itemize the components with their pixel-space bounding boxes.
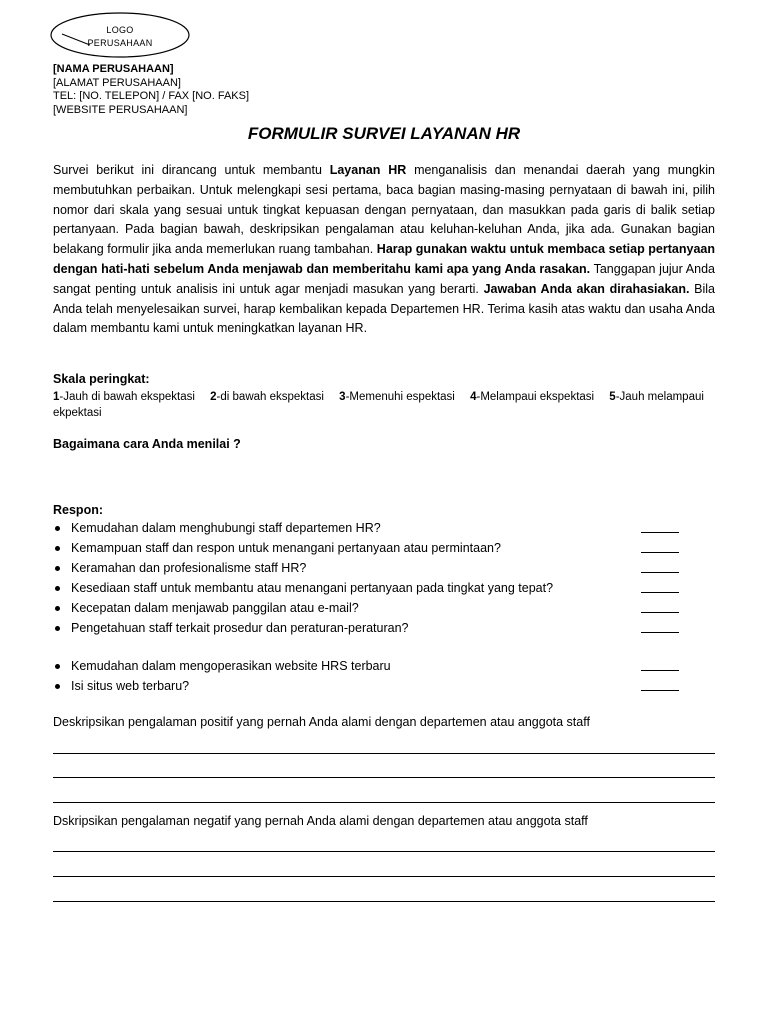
positive-experience-prompt: Deskripsikan pengalaman positif yang pernah Anda alami dengan departemen atau anggota staff xyxy=(53,715,590,729)
list-item xyxy=(53,598,693,618)
list-item xyxy=(53,518,693,538)
company-phone: TEL: [NO. TELEPON] / FAX [NO. FAKS] xyxy=(53,90,250,102)
list-item xyxy=(53,578,693,598)
scale-num-5: 5 xyxy=(609,391,616,403)
scale-item-1 xyxy=(53,391,195,403)
answer-blank[interactable] xyxy=(641,676,679,691)
intro-text-1: Survei berikut ini dirancang untuk membantu xyxy=(53,163,330,177)
logo-line-2: PERUSAHAAN xyxy=(87,38,153,48)
positive-answer-line-1[interactable] xyxy=(53,753,715,754)
bullet-icon xyxy=(55,626,60,631)
list-item xyxy=(53,676,693,696)
answer-blank[interactable] xyxy=(641,578,679,593)
answer-blank[interactable] xyxy=(641,558,679,573)
positive-answer-line-3[interactable] xyxy=(53,802,715,803)
bullet-icon xyxy=(55,664,60,669)
answer-blank[interactable] xyxy=(641,538,679,553)
intro-bold-3: Jawaban Anda akan dirahasiakan. xyxy=(483,281,690,296)
response-list-2 xyxy=(53,656,693,696)
scale-item-4 xyxy=(470,391,594,403)
intro-text-2: menganalisis dan menandai daerah yang mungkin membutuhkan perbaikan. Untuk melengkapi sesi pertama, baca bagian masing-masing pernyataan di bawah ini, pilih nomor dari skala yang sesuai untuk tingkat kepuasan dengan pernyataan, dan masukkan pada garis di balik setiap pertanyaan. Pada bagian bawah, deskripsikan pengalaman atau keluhan-keluhan Anda, jika ada. Gunakan bagian belakang formulir jika anda memerlukan ruang tambahan. xyxy=(53,163,715,257)
scale-text-3: -Memenuhi espektasi xyxy=(345,391,455,403)
negative-answer-line-3[interactable] xyxy=(53,901,715,902)
bullet-icon xyxy=(55,566,60,571)
logo-text xyxy=(50,24,190,50)
rating-question: Bagaimana cara Anda menilai ? xyxy=(53,437,241,451)
company-logo-placeholder xyxy=(50,12,190,58)
list-item xyxy=(53,538,693,558)
rating-scale xyxy=(53,390,713,421)
scale-item-2 xyxy=(210,391,324,403)
scale-text-2: -di bawah ekspektasi xyxy=(216,391,324,403)
scale-text-4: -Melampaui ekspektasi xyxy=(476,391,595,403)
intro-text-3: Tanggapan jujur Anda sangat penting untuk analisis ini untuk agar menjadi masukan yang berarti. xyxy=(53,261,715,296)
answer-blank[interactable] xyxy=(641,656,679,671)
respon-heading: Respon: xyxy=(53,503,103,517)
list-item xyxy=(53,558,693,578)
company-info xyxy=(53,63,249,117)
list-item xyxy=(53,618,693,638)
list-item xyxy=(53,656,693,676)
negative-experience-prompt: Dskripsikan pengalaman negatif yang pernah Anda alami dengan departemen atau anggota staff xyxy=(53,814,588,828)
page-title: FORMULIR SURVEI LAYANAN HR xyxy=(247,124,521,143)
negative-answer-line-2[interactable] xyxy=(53,876,715,877)
scale-num-3: 3 xyxy=(339,391,346,403)
scale-num-4: 4 xyxy=(470,391,477,403)
item-text: Keramahan dan profesionalisme staff HR? xyxy=(71,561,307,575)
item-text: Kemudahan dalam mengoperasikan website HRS terbaru xyxy=(71,659,391,673)
item-text: Pengetahuan staff terkait prosedur dan peraturan-peraturan? xyxy=(71,621,409,635)
answer-blank[interactable] xyxy=(641,618,679,633)
bullet-icon xyxy=(55,684,60,689)
scale-text-5: -Jauh melampaui ekpektasi xyxy=(53,391,704,419)
intro-text-4: Bila Anda telah menyelesaikan survei, harap kembalikan kepada Departemen HR. Terima kasih atas waktu dan usaha Anda dalam membantu kami untuk meningkatkan layanan HR. xyxy=(53,281,715,336)
response-list-1 xyxy=(53,518,693,638)
scale-num-1: 1 xyxy=(53,391,60,403)
logo-line-1: LOGO xyxy=(106,25,134,35)
scale-heading: Skala peringkat: xyxy=(53,372,150,386)
item-text: Kemudahan dalam menghubungi staff departemen HR? xyxy=(71,521,381,535)
answer-blank[interactable] xyxy=(641,518,679,533)
item-text: Isi situs web terbaru? xyxy=(71,679,190,693)
intro-bold-1: Layanan HR xyxy=(329,163,407,177)
scale-text-1: -Jauh di bawah ekspektasi xyxy=(59,391,195,403)
item-text: Kesediaan staff untuk membantu atau menangani pertanyaan pada tingkat yang tepat? xyxy=(71,581,554,595)
company-website: [WEBSITE PERUSAHAAN] xyxy=(53,103,188,116)
company-name: [NAMA PERUSAHAAN] xyxy=(53,63,174,75)
item-text: Kecepatan dalam menjawab panggilan atau e-mail? xyxy=(71,601,359,615)
scale-num-2: 2 xyxy=(210,391,217,403)
bullet-icon xyxy=(55,606,60,611)
answer-blank[interactable] xyxy=(641,598,679,613)
intro-bold-2: Harap gunakan waktu untuk membaca setiap pertanyaan dengan hati-hati sebelum Anda menjawab dan memberitahu kami apa yang Anda rasakan. xyxy=(53,242,715,276)
bullet-icon xyxy=(55,586,60,591)
negative-answer-line-1[interactable] xyxy=(53,851,715,852)
bullet-icon xyxy=(55,526,60,531)
intro-paragraph xyxy=(53,161,715,339)
company-address: [ALAMAT PERUSAHAAN] xyxy=(53,76,181,89)
bullet-icon xyxy=(55,546,60,551)
item-text: Kemampuan staff dan respon untuk menangani pertanyaan atau permintaan? xyxy=(71,541,501,555)
positive-answer-line-2[interactable] xyxy=(53,777,715,778)
scale-item-3 xyxy=(339,391,455,403)
